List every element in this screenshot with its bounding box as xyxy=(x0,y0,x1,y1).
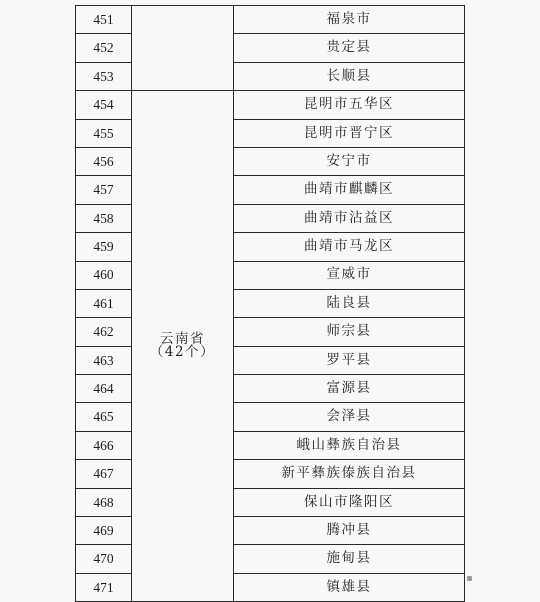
county-list-table xyxy=(75,5,465,602)
row-number-cell: 462 xyxy=(76,318,132,346)
county-name-cell: 陆良县 xyxy=(234,289,465,317)
province-name: 云南省 xyxy=(160,330,205,347)
county-name-cell: 贵定县 xyxy=(234,34,465,62)
row-number-cell: 468 xyxy=(76,488,132,516)
row-number-cell: 463 xyxy=(76,346,132,374)
row-number-cell: 458 xyxy=(76,204,132,232)
row-number-cell: 457 xyxy=(76,176,132,204)
county-name-cell: 安宁市 xyxy=(234,147,465,175)
county-name-cell: 昆明市晋宁区 xyxy=(234,119,465,147)
row-number-cell: 455 xyxy=(76,119,132,147)
county-name-cell: 昆明市五华区 xyxy=(234,91,465,119)
row-number-cell: 461 xyxy=(76,289,132,317)
row-number-cell: 466 xyxy=(76,431,132,459)
row-number-cell: 454 xyxy=(76,91,132,119)
county-name-cell: 富源县 xyxy=(234,375,465,403)
county-name-cell: 长顺县 xyxy=(234,62,465,90)
county-name-cell: 峨山彝族自治县 xyxy=(234,431,465,459)
province-cell xyxy=(132,6,234,91)
row-number-cell: 453 xyxy=(76,62,132,90)
table-body xyxy=(76,6,465,602)
row-number-cell: 469 xyxy=(76,517,132,545)
row-number-cell: 456 xyxy=(76,147,132,175)
row-number-cell: 465 xyxy=(76,403,132,431)
row-number-cell: 467 xyxy=(76,460,132,488)
row-number-cell: 451 xyxy=(76,6,132,34)
county-name-cell: 宣威市 xyxy=(234,261,465,289)
row-number-cell: 460 xyxy=(76,261,132,289)
watermark-icon xyxy=(467,576,472,581)
county-name-cell: 会泽县 xyxy=(234,403,465,431)
province-cell xyxy=(132,91,234,602)
row-number-cell: 459 xyxy=(76,233,132,261)
county-name-cell: 腾冲县 xyxy=(234,517,465,545)
county-name-cell: 曲靖市马龙区 xyxy=(234,233,465,261)
county-name-cell: 师宗县 xyxy=(234,318,465,346)
row-number-cell: 464 xyxy=(76,375,132,403)
county-name-cell: 福泉市 xyxy=(234,6,465,34)
county-name-cell: 新平彝族傣族自治县 xyxy=(234,460,465,488)
row-number-cell: 471 xyxy=(76,573,132,601)
county-name-cell: 施甸县 xyxy=(234,545,465,573)
county-name-cell: 镇雄县 xyxy=(234,573,465,601)
table-row xyxy=(76,6,465,34)
table-row xyxy=(76,91,465,119)
county-name-cell: 罗平县 xyxy=(234,346,465,374)
county-name-cell: 曲靖市麒麟区 xyxy=(234,176,465,204)
row-number-cell: 452 xyxy=(76,34,132,62)
row-number-cell: 470 xyxy=(76,545,132,573)
county-name-cell: 曲靖市沾益区 xyxy=(234,204,465,232)
county-name-cell: 保山市隆阳区 xyxy=(234,488,465,516)
province-count: （42个） xyxy=(149,344,216,361)
